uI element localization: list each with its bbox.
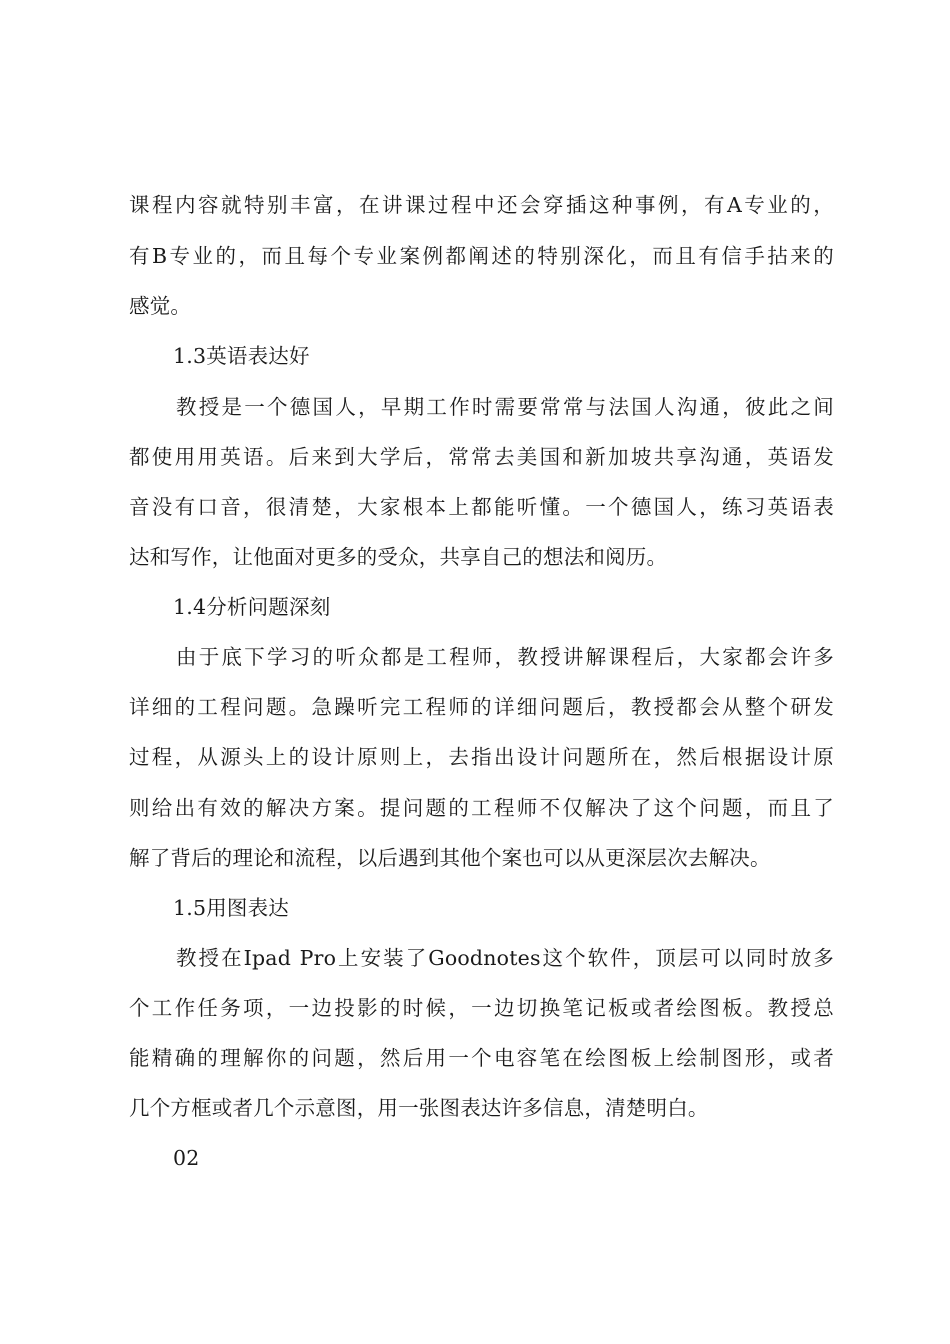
section-heading: 1.4分析问题深刻	[173, 595, 331, 619]
paragraph-line: 教授是一个德国人，早期工作时需要常常与法国人沟通，彼此之间	[176, 395, 834, 419]
paragraph-line: 都使用用英语。后来到大学后，常常去美国和新加坡共享沟通，英语发	[129, 445, 834, 469]
section-heading: 1.5用图表达	[173, 896, 290, 920]
paragraph-line: 达和写作，让他面对更多的受众，共享自己的想法和阅历。	[129, 545, 668, 569]
paragraph-line: 能精确的理解你的问题，然后用一个电容笔在绘图板上绘制图形，或者	[129, 1046, 834, 1070]
paragraph-line: 过程，从源头上的设计原则上，去指出设计问题所在，然后根据设计原	[129, 745, 834, 769]
paragraph-line: 感觉。	[129, 294, 192, 318]
paragraph-line: 详细的工程问题。急躁听完工程师的详细问题后，教授都会从整个研发	[129, 695, 834, 719]
paragraph-line: 则给出有效的解决方案。提问题的工程师不仅解决了这个问题，而且了	[129, 796, 834, 820]
paragraph-line: 教授在Ipad Pro上安装了Goodnotes这个软件，顶层可以同时放多	[176, 946, 834, 970]
section-heading: 1.3英语表达好	[173, 344, 310, 368]
paragraph-line: 有B专业的，而且每个专业案例都阐述的特别深化，而且有信手拈来的	[129, 244, 834, 268]
paragraph-line: 课程内容就特别丰富，在讲课过程中还会穿插这种事例，有A专业的，	[129, 193, 834, 217]
section-number: 02	[173, 1146, 200, 1170]
paragraph-line: 几个方框或者几个示意图，用一张图表达许多信息，清楚明白。	[129, 1096, 709, 1120]
paragraph-line: 解了背后的理论和流程，以后遇到其他个案也可以从更深层次去解决。	[129, 846, 771, 870]
paragraph-line: 个工作任务项，一边投影的时候，一边切换笔记板或者绘图板。教授总	[129, 996, 834, 1020]
paragraph-line: 音没有口音，很清楚，大家根本上都能听懂。一个德国人，练习英语表	[129, 495, 834, 519]
paragraph-line: 由于底下学习的听众都是工程师，教授讲解课程后，大家都会许多	[176, 645, 834, 669]
